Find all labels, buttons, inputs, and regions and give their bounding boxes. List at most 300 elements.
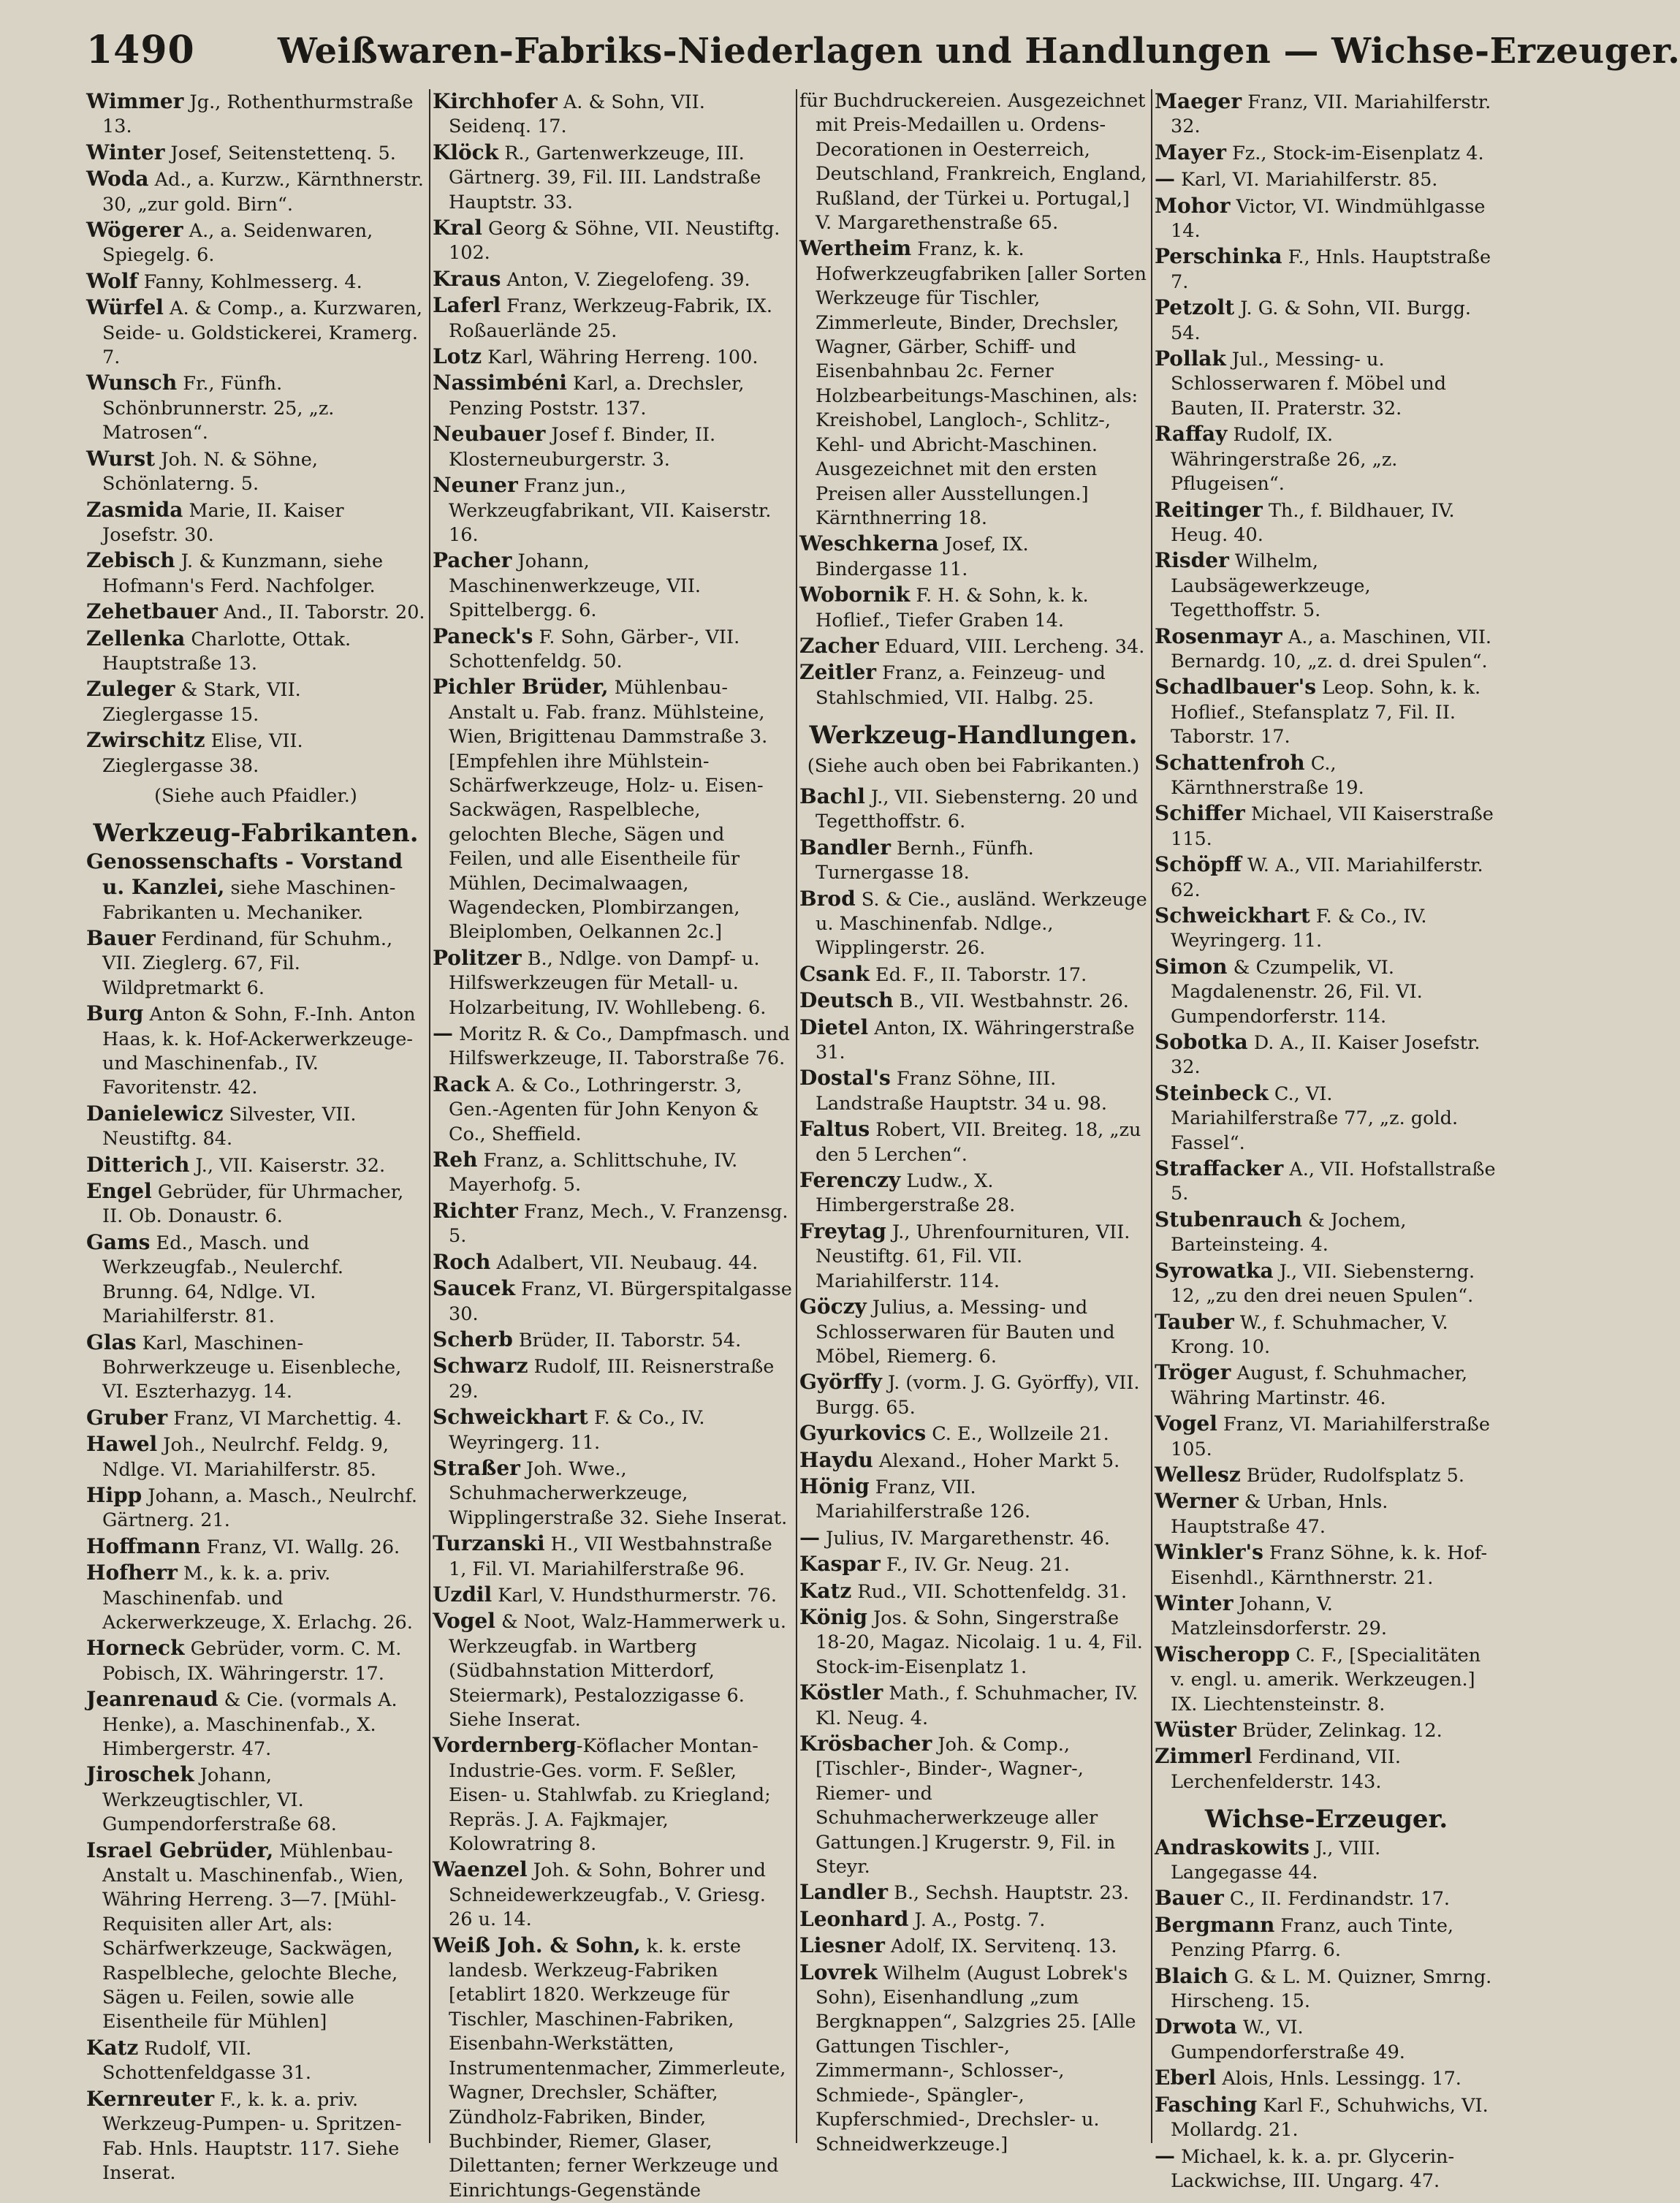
entry-details: Franz, VI. Bürgerspitalgasse 30. xyxy=(449,1278,792,1325)
entry-details: Leop. Sohn, k. k. Hoflief., Stefansplatz 7, Fil. II. Taborstr. 17. xyxy=(1171,677,1481,748)
directory-entry xyxy=(86,269,425,295)
entry-details: H., VII Westbahnstraße 1, Fil. VI. Mariahilferstraße 96. xyxy=(449,1533,772,1580)
directory-entry xyxy=(433,1933,792,2203)
entry-details: Johann, a. Masch., Neulrchf. Gärtnerg. 21. xyxy=(102,1485,417,1532)
directory-entry xyxy=(1155,498,1498,548)
entry-name: Glas xyxy=(86,1330,137,1354)
entry-name: Drwota xyxy=(1155,2014,1237,2039)
directory-entry xyxy=(1155,903,1498,954)
entry-details: für Buchdruckereien. Ausgezeichnet mit Preis-Medaillen u. Ordens-Decorationen in Oesterreich, Deutschland, Frankreich, England, Rußland, der Türkei u. Portugal,] V. Margarethenstraße 65. xyxy=(799,90,1147,235)
directory-entry xyxy=(1155,1591,1498,1642)
entry-details: Wilhelm, Laubsägewerkzeuge, Tegetthoffstr. 5. xyxy=(1171,550,1371,622)
directory-entry xyxy=(799,1370,1147,1420)
directory-entry xyxy=(1155,1913,1498,1963)
entry-details: Gebrüder, für Uhrmacher, II. Ob. Donaustr. 6. xyxy=(102,1181,404,1228)
entries-fabrikanten-end xyxy=(799,89,1147,710)
directory-entry xyxy=(433,422,792,472)
entry-name: Tauber xyxy=(1155,1309,1234,1334)
entry-details: J., Uhrenfournituren, VII. Neustiftg. 61, Fil. VII. Mariahilferstr. 114. xyxy=(816,1221,1130,1292)
directory-entry xyxy=(1155,1964,1498,2014)
directory-entry xyxy=(433,1250,792,1275)
directory-entry xyxy=(1155,1886,1498,1911)
entry-name: Bergmann xyxy=(1155,1912,1275,1937)
directory-entry xyxy=(86,1153,425,1178)
directory-entry xyxy=(86,1230,425,1330)
entry-name: Kaspar xyxy=(799,1552,881,1577)
entry-name: Risder xyxy=(1155,548,1229,573)
entry-details: Alexand., Hoher Markt 5. xyxy=(873,1449,1120,1472)
directory-entry xyxy=(799,660,1147,710)
entry-details: Math., f. Schuhmacher, IV. Kl. Neug. 4. xyxy=(816,1683,1139,1729)
directory-entry xyxy=(86,626,425,677)
entry-details: J., VII. Siebensterng. 12, „zu den drei neuen Spulen“. xyxy=(1171,1260,1475,1308)
entry-details: Eduard, VIII. Lercheng. 34. xyxy=(878,635,1145,658)
entry-name: Syrowatka xyxy=(1155,1258,1274,1283)
column-2 xyxy=(433,89,792,2202)
entry-name: Schwarz xyxy=(433,1354,528,1379)
entry-details: Franz, VI. Mariahilferstraße 105. xyxy=(1171,1414,1490,1460)
entry-name: Hönig xyxy=(799,1474,870,1498)
entry-name: Richter xyxy=(433,1198,518,1223)
directory-entry xyxy=(1155,1259,1498,1309)
entries-wimmer-block xyxy=(86,89,425,778)
entry-details: Anton, IX. Währingerstraße 31. xyxy=(816,1017,1135,1064)
entry-name: Kral xyxy=(433,216,482,240)
directory-entry xyxy=(86,1406,425,1431)
entry-details: A., a. Maschinen, VII. Bernardg. 10, „z. d. drei Spulen“. xyxy=(1171,626,1491,672)
directory-entry xyxy=(799,1880,1147,1906)
entry-details: Franz Söhne, k. k. Hof-Eisenhdl., Kärnthnerstr. 21. xyxy=(1171,1542,1488,1589)
entry-name: Raffay xyxy=(1155,422,1228,447)
directory-entry xyxy=(433,293,792,344)
directory-entry xyxy=(86,1179,425,1229)
directory-entry xyxy=(1155,2093,1498,2143)
entry-details: C., VI. Mariahilferstraße 77, „z. gold. Fassel“. xyxy=(1171,1082,1459,1154)
directory-entry xyxy=(799,1015,1147,1066)
directory-entry xyxy=(1155,244,1498,295)
entry-name: Wüster xyxy=(1155,1718,1236,1742)
directory-entry xyxy=(1155,2066,1498,2091)
directory-entry xyxy=(1155,167,1498,192)
entry-name: Steinbeck xyxy=(1155,1080,1269,1105)
entry-name: Zwirschitz xyxy=(86,728,205,753)
directory-entry xyxy=(799,988,1147,1014)
directory-entry xyxy=(86,1330,425,1405)
entry-details: Gebrüder, vorm. C. M. Pobisch, IX. Währingerstr. 17. xyxy=(102,1638,402,1685)
entry-name: Györffy xyxy=(799,1370,882,1395)
entry-name: Jeanrenaud xyxy=(86,1687,218,1712)
entry-details: Johann, Werkzeugtischler, VI. Gumpendorferstraße 68. xyxy=(102,1764,337,1836)
entry-name: Dostal's xyxy=(799,1066,891,1091)
entry-details: M., k. k. a. priv. Maschinenfab. und Ackerwerkzeuge, X. Erlachg. 26. xyxy=(102,1563,413,1634)
directory-entry xyxy=(1155,194,1498,244)
entry-name: Wunsch xyxy=(86,371,178,395)
directory-entry xyxy=(1155,675,1498,749)
entry-details: & Urban, Hnls. Hauptstraße 47. xyxy=(1171,1491,1388,1538)
column-rule xyxy=(796,89,797,2143)
entry-details: Franz, a. Feinzeug- und Stahlschmied, VII. Halbg. 25. xyxy=(816,662,1106,709)
directory-entry xyxy=(433,140,792,215)
entry-details: Ed., Masch. und Werkzeugfab., Neulerchf. Brunng. 64, Ndlge. VI. Mariahilferstr. 81. xyxy=(102,1232,344,1328)
directory-entry xyxy=(433,624,792,675)
entry-details: Moritz R. & Co., Dampfmasch. und Hilfswerkzeuge, II. Taborstraße 76. xyxy=(449,1023,790,1070)
directory-entry xyxy=(799,1474,1147,1525)
directory-entry xyxy=(433,1021,792,1072)
entry-name: Pollak xyxy=(1155,346,1226,371)
directory-entry xyxy=(433,1582,792,1608)
entry-details: August, f. Schuhmacher, Währing Martinstr. 46. xyxy=(1171,1362,1468,1409)
entry-details: Rudolf, VII. Schottenfeldgasse 31. xyxy=(102,2037,311,2085)
entry-details: Michael, VII Kaiserstraße 115. xyxy=(1171,803,1494,850)
entry-details: Elise, VII. Zieglergasse 38. xyxy=(102,730,303,777)
entry-name: Pacher xyxy=(433,548,512,573)
entry-details: J. G. & Sohn, VII. Burgg. 54. xyxy=(1171,297,1471,344)
entry-name: Winkler's xyxy=(1155,1540,1263,1565)
directory-entry xyxy=(1155,89,1498,140)
entry-name: Perschinka xyxy=(1155,244,1282,269)
entry-name: — xyxy=(1155,167,1175,192)
entry-name: Burg xyxy=(86,1001,144,1026)
entry-name: Liesner xyxy=(799,1933,885,1958)
entry-name: Wimmer xyxy=(86,89,184,113)
directory-entry xyxy=(1155,1718,1498,1743)
directory-entry xyxy=(1155,1744,1498,1794)
directory-entry xyxy=(799,1732,1147,1879)
entry-details: Th., f. Bildhauer, IV. Heug. 40. xyxy=(1171,499,1455,546)
entry-details: Anton & Sohn, F.-Inh. Anton Haas, k. k. Hof-Ackerwerkzeuge- und Maschinenfab., IV. Favoritenstr. 42. xyxy=(102,1004,416,1099)
directory-entry xyxy=(799,1933,1147,1959)
directory-entry xyxy=(799,531,1147,582)
entry-name: Weiß Joh. & Sohn, xyxy=(433,1933,641,1957)
entry-details: C. F., [Specialitäten v. engl. u. amerik. Werkzeugen.] IX. Liechtensteinstr. 8. xyxy=(1171,1644,1481,1715)
entry-details: Bernh., Fünfh. Turnergasse 18. xyxy=(816,837,1034,884)
entry-details: Julius, a. Messing- und Schlosserwaren für Bauten und Möbel, Riemerg. 6. xyxy=(816,1297,1115,1368)
entry-name: Schadlbauer's xyxy=(1155,675,1316,699)
entry-name: Sobotka xyxy=(1155,1030,1248,1055)
directory-entry xyxy=(86,1561,425,1635)
entry-details: Karl, Maschinen-Bohrwerkzeuge u. Eisenbleche, VI. Eszterhazyg. 14. xyxy=(102,1332,402,1403)
entry-details: Josef, Seitenstettenq. 5. xyxy=(164,142,396,164)
entry-details: J., VII. Kaiserstr. 32. xyxy=(189,1154,386,1177)
directory-entry xyxy=(86,1838,425,2035)
entry-name: Simon xyxy=(1155,954,1228,979)
entry-name: Mayer xyxy=(1155,140,1226,164)
entry-name: Neubauer xyxy=(433,422,546,447)
directory-entry xyxy=(1155,1360,1498,1411)
directory-entry xyxy=(1155,624,1498,675)
directory-entry xyxy=(86,498,425,548)
entry-name: König xyxy=(799,1604,867,1629)
entry-name: Krösbacher xyxy=(799,1732,932,1756)
entry-name: Jiroschek xyxy=(86,1762,194,1787)
directory-entry xyxy=(1155,1156,1498,1207)
entry-name: Vogel xyxy=(433,1609,495,1634)
directory-entry xyxy=(86,1432,425,1482)
directory-entry xyxy=(86,1483,425,1533)
directory-entry xyxy=(86,218,425,268)
entry-details: F. Sohn, Gärber-, VII. Schottenfeldg. 50. xyxy=(449,626,740,672)
entry-details: Rudolf, IX. Währingerstraße 26, „z. Pflugeisen“. xyxy=(1171,424,1398,496)
entry-details: A., VII. Hofstallstraße 5. xyxy=(1171,1159,1496,1205)
entry-name: Laferl xyxy=(433,293,501,318)
directory-entry xyxy=(433,89,792,140)
entry-details: Franz, k. k. Hofwerkzeugfabriken [aller Sorten Werkzeuge für Tischler, Zimmerleute, Binder, Drechsler, Wagner, Gärber, Schiff- und Eisenbahnbau 2c. Ferner Holzbearbeitungs-Maschinen, als: Kreishobel, Langloch-, Schlitz-, Kehl- und Abricht-Maschinen. Ausgezeichnet mit den ersten Preisen aller Ausstellungen.] Kärnthnerring 18. xyxy=(816,238,1147,529)
entry-name: Zebisch xyxy=(86,548,175,573)
entry-name: Wertheim xyxy=(799,236,912,261)
entry-details: Charlotte, Ottak. Hauptstraße 13. xyxy=(102,628,351,675)
directory-entry xyxy=(433,1857,792,1932)
column-1 xyxy=(86,89,425,2184)
directory-entry xyxy=(433,1609,792,1732)
directory-entry xyxy=(86,1102,425,1152)
entry-name: Göczy xyxy=(799,1294,867,1319)
cross-reference-note: (Siehe auch oben bei Fabrikanten.) xyxy=(807,754,1140,777)
directory-entry xyxy=(86,140,425,166)
entry-name: Weschkerna xyxy=(799,531,939,556)
entry-details: Karl F., Schuhwichs, VI. Mollardg. 21. xyxy=(1171,2094,1489,2142)
entry-name: Schweickhart xyxy=(433,1405,588,1430)
entry-details: Alois, Hnls. Lessingg. 17. xyxy=(1216,2068,1462,2090)
entry-name: Eberl xyxy=(1155,2066,1217,2090)
entry-details: A. & Comp., a. Kurzwaren, Seide- u. Goldstickerei, Kramerg. 7. xyxy=(102,297,422,369)
directory-entry xyxy=(433,473,792,547)
directory-entry xyxy=(1155,1411,1498,1462)
entry-details: Franz, a. Schlittschuhe, IV. Mayerhofg. 5. xyxy=(449,1150,738,1197)
directory-entry xyxy=(799,634,1147,659)
entry-details: G. & L. M. Quizner, Smrng. Hirscheng. 15. xyxy=(1171,1965,1492,2013)
directory-entry xyxy=(1155,1081,1498,1156)
directory-entry xyxy=(799,1907,1147,1933)
entry-name: Schiffer xyxy=(1155,801,1245,826)
directory-entry xyxy=(1155,852,1498,903)
entry-name: Tröger xyxy=(1155,1360,1231,1385)
directory-entry xyxy=(433,344,792,370)
directory-entry xyxy=(799,962,1147,987)
directory-entry xyxy=(799,1552,1147,1577)
entry-details: F. H. & Sohn, k. k. Hoflief., Tiefer Graben 14. xyxy=(816,585,1089,632)
entry-details: k. k. erste landesb. Werkzeug-Fabriken [etablirt 1820. Werkzeuge für Tischler, Maschinen-Fabriken, Eisenbahn-Werkstätten, Instrumentenmacher, Zimmerleute, Wagner, Drechsler, Schäfter, Zündholz-Fabriken, Binder, Buchbinder, Riemer, Glaser, Dilettanten; ferner Werkzeuge und Einrichtungs-Gegenstände xyxy=(449,1935,786,2202)
entry-details: Karl, a. Drechsler, Penzing Poststr. 137. xyxy=(449,373,745,420)
column-3 xyxy=(799,89,1147,2155)
entry-details: W., VI. Gumpendorferstraße 49. xyxy=(1171,2017,1405,2063)
directory-entry xyxy=(86,849,425,925)
entry-name: Schöpff xyxy=(1155,852,1242,877)
entry-details: Ferdinand, für Schuhm., VII. Zieglerg. 67, Fil. Wildpretmarkt 6. xyxy=(102,928,393,999)
entry-name: Deutsch xyxy=(799,988,894,1013)
entry-details: R., Gartenwerkzeuge, III. Gärtnerg. 39, Fil. III. Landstraße Hauptstr. 33. xyxy=(449,142,761,213)
entry-name: Landler xyxy=(799,1880,888,1905)
entry-details: Jos. & Sohn, Singerstraße 18-20, Magaz. Nicolaig. 1 u. 4, Fil. Stock-im-Eisenplatz 1. xyxy=(816,1607,1143,1678)
directory-entry xyxy=(433,946,792,1020)
entries-wichse-erzeuger xyxy=(1155,1835,1498,2194)
directory-entry xyxy=(86,1001,425,1101)
directory-entry xyxy=(86,2036,425,2086)
directory-entry xyxy=(86,447,425,497)
entry-name: Scherb xyxy=(433,1327,513,1351)
entry-details: Jul., Messing- u. Schlosserwaren f. Möbel und Bauten, II. Praterstr. 32. xyxy=(1171,349,1447,420)
entry-details: J., VIII. Langegasse 44. xyxy=(1171,1837,1381,1884)
entry-details: And., II. Taborstr. 20. xyxy=(218,602,425,624)
directory-entry xyxy=(86,1636,425,1686)
entries-werkzeug-handlungen xyxy=(799,784,1147,2157)
section-heading-werkzeug-handlungen: Werkzeug-Handlungen. xyxy=(809,721,1138,751)
entry-details: Brüder, Rudolfsplatz 5. xyxy=(1240,1464,1464,1487)
directory-entry xyxy=(799,583,1147,633)
entry-name: Woda xyxy=(86,167,149,192)
directory-entry xyxy=(433,1072,792,1147)
directory-entry xyxy=(433,371,792,421)
entry-details: & Stark, VII. Zieglergasse 15. xyxy=(102,679,301,726)
entry-details: Mühlenbau-Anstalt u. Fab. franz. Mühlsteine, Wien, Brigittenau Dammstraße 3. [Empfehlen ihre Mühlstein-Schärfwerkzeuge, Holz- u. Eisen-Sackwägen, Raspelbleche, gelochten Bleche, Sägen und Feilen, und alle Eisentheile für Mühlen, Decimalwaagen, Wagendecken, Plombirzangen, Bleiplomben, Oelkannen 2c.] xyxy=(449,677,768,944)
entry-name: Straßer xyxy=(433,1455,520,1480)
entry-details: J. (vorm. J. G. Györffy), VII. Burgg. 65. xyxy=(816,1372,1140,1419)
entry-name: Ferenczy xyxy=(799,1168,901,1193)
entry-name: Werner xyxy=(1155,1489,1239,1514)
entry-name: Israel Gebrüder, xyxy=(86,1838,274,1862)
entry-name: Zuleger xyxy=(86,677,175,702)
entry-details: Josef, IX. Bindergasse 11. xyxy=(816,534,1029,580)
entry-details: F., Hnls. Hauptstraße 7. xyxy=(1171,246,1491,293)
directory-entry xyxy=(86,295,425,370)
entry-details: Julius, IV. Margarethenstr. 46. xyxy=(820,1527,1111,1550)
directory-entry xyxy=(433,675,792,944)
entry-name: Haydu xyxy=(799,1447,873,1472)
directory-entry xyxy=(86,1534,425,1560)
entry-details: C. E., Wollzeile 21. xyxy=(926,1423,1109,1446)
entry-name: Zasmida xyxy=(86,497,183,522)
entry-details: Josef f. Binder, II. Klosterneuburgerstr. 3. xyxy=(449,424,716,471)
entry-details: B., Ndlge. von Dampf- u. Hilfswerkzeugen für Metall- u. Holzarbeitung, IV. Wohllebeng. 6. xyxy=(449,947,767,1019)
directory-entry xyxy=(86,677,425,727)
entry-name: Turzanski xyxy=(433,1531,545,1556)
entry-name: Kraus xyxy=(433,266,501,291)
entry-name: Reh xyxy=(433,1148,478,1172)
directory-entry xyxy=(1155,801,1498,852)
directory-entry xyxy=(799,784,1147,835)
directory-entry xyxy=(86,926,425,1001)
entry-name: Gruber xyxy=(86,1405,168,1430)
directory-entry xyxy=(799,1579,1147,1604)
section-heading-wichse-erzeuger: Wichse-Erzeuger. xyxy=(1204,1805,1448,1835)
entry-name: Katz xyxy=(799,1578,852,1603)
entry-name: Winter xyxy=(86,140,165,164)
entry-details: Brüder, II. Taborstr. 54. xyxy=(512,1329,742,1351)
entry-details: Wilhelm (August Lobrek's Sohn), Eisenhandlung „zum Bergknappen“, Salzgries 25. [Alle Gattungen Tischler-, Zimmermann-, Schlosser-, Schmiede-, Spängler-, Kupferschmied-, Drechsler- u. Schneidwerkzeuge.] xyxy=(816,1962,1136,2155)
entry-details: C., II. Ferdinandstr. 17. xyxy=(1223,1888,1451,1911)
entry-name: Katz xyxy=(86,2035,139,2060)
directory-entry xyxy=(1155,2014,1498,2065)
entry-name: Fasching xyxy=(1155,2092,1258,2117)
entry-name: Zimmerl xyxy=(1155,1744,1253,1769)
directory-entry xyxy=(799,1219,1147,1294)
directory-entry xyxy=(1155,1489,1498,1539)
directory-entry xyxy=(1155,1310,1498,1360)
entry-name: Genossenschafts - Vorstand u. Kanzlei, xyxy=(86,849,403,900)
directory-entry xyxy=(433,548,792,623)
entry-details: Ed. F., II. Taborstr. 17. xyxy=(869,963,1087,986)
entry-details: Franz, VII. Mariahilferstraße 126. xyxy=(816,1476,1031,1523)
entry-name: Wolf xyxy=(86,268,138,293)
entry-details: Fr., Fünfh. Schönbrunnerstr. 25, „z. Matrosen“. xyxy=(102,373,335,444)
directory-entry xyxy=(799,1168,1147,1218)
entry-details: Karl, Währing Herreng. 100. xyxy=(482,346,759,369)
entry-details: Johann, Maschinenwerkzeuge, VII. Spittelbergg. 6. xyxy=(449,550,701,622)
directory-entry xyxy=(86,728,425,778)
entry-details: Franz, Werkzeug-Fabrik, IX. Roßauerlände 25. xyxy=(449,295,772,342)
entry-name: Bandler xyxy=(799,835,891,860)
directory-entry xyxy=(799,236,1147,531)
directory-entry xyxy=(433,1199,792,1249)
directory-entry xyxy=(433,216,792,266)
running-head: Weißwaren-Fabriks-Niederlagen und Handlungen — Wichse-Erzeuger. xyxy=(278,31,1680,72)
entry-name: Wögerer xyxy=(86,218,183,243)
entry-name: Zeitler xyxy=(799,660,877,685)
entries-werkzeug-fabrikanten xyxy=(86,849,425,2186)
entry-name: Andraskowits xyxy=(1155,1835,1310,1859)
directory-entry xyxy=(433,1276,792,1327)
entry-details: J. A., Postg. 7. xyxy=(908,1908,1046,1931)
entry-details: Johann, V. Matzleinsdorferstr. 29. xyxy=(1171,1593,1387,1640)
entry-details: Franz, VII. Mariahilferstr. 32. xyxy=(1171,91,1491,138)
directory-entry xyxy=(86,167,425,217)
entry-name: Bachl xyxy=(799,784,865,808)
entry-name: Zacher xyxy=(799,633,879,658)
entry-details: B., VII. Westbahnstr. 26. xyxy=(893,990,1129,1013)
cross-reference-note: (Siehe auch Pfaidler.) xyxy=(154,784,357,807)
entry-details: Anton, V. Ziegelofeng. 39. xyxy=(501,268,750,291)
directory-entry xyxy=(799,1960,1147,2157)
entry-name: Straffacker xyxy=(1155,1156,1284,1181)
directory-entry xyxy=(86,371,425,445)
entry-name: Saucek xyxy=(433,1276,515,1301)
entry-name: Neuner xyxy=(433,473,518,498)
entry-details: F., k. k. a. priv. Werkzeug-Pumpen- u. Spritzen-Fab. Hnls. Hauptstr. 117. Siehe Inserat. xyxy=(102,2088,402,2184)
entry-name: Zehetbauer xyxy=(86,599,218,624)
entry-details: J. & Kunzmann, siehe Hofmann's Ferd. Nachfolger. xyxy=(102,550,384,597)
entry-name: Engel xyxy=(86,1179,152,1204)
entry-details: Franz jun., Werkzeugfabrikant, VII. Kaiserstr. 16. xyxy=(449,475,772,546)
entry-name: Schweickhart xyxy=(1155,903,1310,928)
entry-name: Würfel xyxy=(86,295,164,320)
entry-details: Joh. & Comp., [Tischler-, Binder-, Wagner-, Riemer- und Schuhmacherwerkzeuge aller Gattungen.] Krugerstr. 9, Fil. in Steyr. xyxy=(816,1734,1116,1878)
entry-details: Fz., Stock-im-Eisenplatz 4. xyxy=(1225,142,1484,164)
entry-details: & Czumpelik, VI. Magdalenenstr. 26, Fil. VI. Gumpendorferstr. 114. xyxy=(1171,956,1423,1028)
entry-name: Schattenfroh xyxy=(1155,750,1305,775)
directory-entry xyxy=(86,599,425,625)
entry-name: Mohor xyxy=(1155,193,1231,218)
entry-name: Wischeropp xyxy=(1155,1642,1291,1667)
entry-name: Ditterich xyxy=(86,1152,190,1177)
entry-details: Fanny, Kohlmesserg. 4. xyxy=(137,270,362,293)
directory-entry xyxy=(1155,140,1498,166)
entry-name: Vogel xyxy=(1155,1411,1217,1436)
entry-details: Joh. Wwe., Schuhmacherwerkzeuge, Wipplingerstraße 32. Siehe Inserat. xyxy=(449,1457,788,1529)
directory-entry xyxy=(86,89,425,140)
entry-name: Klöck xyxy=(433,140,499,164)
entry-name: Dietel xyxy=(799,1015,869,1039)
entry-details: Franz, VI. Wallg. 26. xyxy=(200,1536,400,1558)
directory-entry xyxy=(86,1687,425,1762)
entry-details: W., f. Schuhmacher, V. Krong. 10. xyxy=(1171,1311,1448,1358)
entry-details: siehe Maschinen-Fabrikanten u. Mechaniker. xyxy=(102,877,396,924)
entry-name: Uzdil xyxy=(433,1582,493,1607)
entry-details: Michael, k. k. a. pr. Glycerin-Lackwichse, III. Ungarg. 47. xyxy=(1171,2145,1455,2192)
directory-entry xyxy=(799,1421,1147,1446)
directory-entry xyxy=(86,1762,425,1837)
entry-name: Paneck's xyxy=(433,623,533,648)
directory-entry xyxy=(433,267,792,292)
entry-details: & Jochem, Barteinsteing. 4. xyxy=(1171,1209,1407,1256)
